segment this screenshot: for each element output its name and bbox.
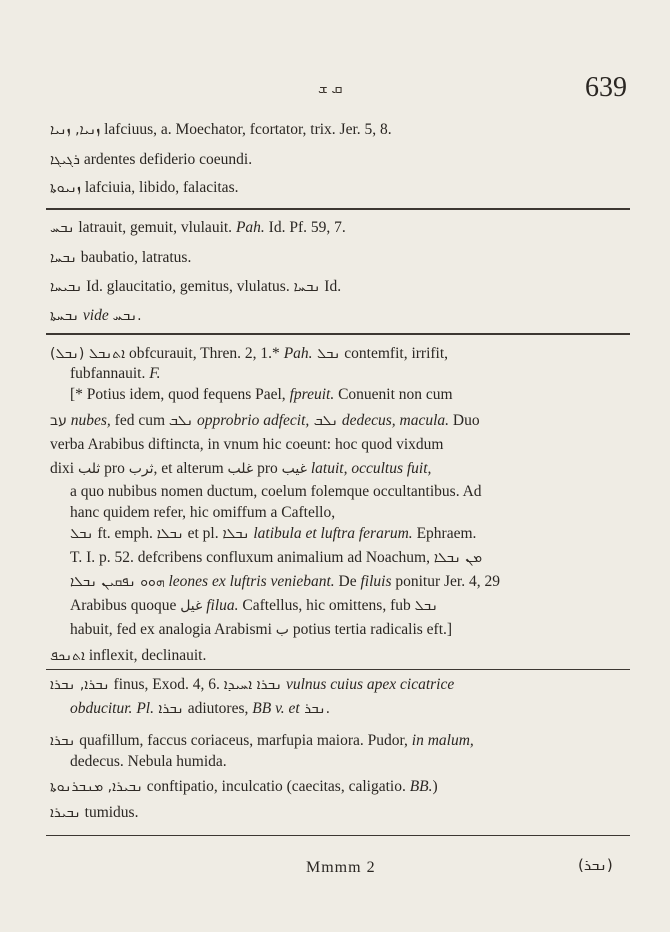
syriac-headword: ܪܓܝܓܐ: [50, 152, 80, 168]
syriac-headword: ܙܢܝܐ, ܙܢܝܐ: [50, 122, 101, 138]
entry-line: ܢܒܪܐ, ܢܒܪܐ finus, Exod. 4, 6. ܢܒܪܐ ܐܚܝܕܐ vulnus cuius apex cicatrice: [50, 676, 455, 693]
note-line: [* Potius idem, quod fequens Pael, fpreuit. Conuenit non cum: [70, 386, 453, 403]
entry-line: [50, 178, 238, 198]
entry-line: [50, 150, 252, 170]
section-rule: [46, 333, 630, 335]
note-line: hanc quidem refer, hic omiffum a Caftello,: [70, 504, 336, 521]
entry-line: fubfannauit. F.: [70, 365, 161, 382]
syriac-headword: (ܢܒܠ) ܐܬܢܒܠ: [50, 346, 126, 362]
note-line: Arabibus quoque غيل filua. Caftellus, hic omittens, fub ܢܒܠ: [70, 597, 439, 614]
entry-line: (ܢܒܠ) ܐܬܢܒܠ obfcurauit, Thren. 2, 1.* Pah. ܢܒܠ contemfit, irrifit,: [50, 345, 449, 362]
syriac-headword: ܢܒܚ: [50, 220, 75, 236]
note-line: עב nubes, fed cum ܢܠܒ opprobrio adfecit, ܢܠܒ dedecus, macula. Duo: [50, 412, 480, 429]
catchword: (ܢܒܪ): [578, 856, 613, 874]
note-line: a quo nubibus nomen ductum, coelum folemque occultantibus. Ad: [70, 483, 482, 500]
entry-line: dedecus. Nebula humida.: [70, 753, 227, 770]
note-line: T. I. p. 52. defcribens confluxum animalium ad Noachum, ܡܢ ܢܒܠܐ: [70, 549, 483, 566]
syriac-headword: ܢܒܪܐ, ܢܒܪܐ: [50, 677, 110, 693]
entry-line: ܢܒܪܐ quafillum, faccus coriaceus, marfupia maiora. Pudor, in malum,: [50, 732, 474, 749]
definition-text: ardentes defiderio coeundi.: [79, 151, 253, 168]
page-number: 639: [585, 72, 627, 103]
entry-line: ܢܒܝܪܐ, ܡܢܒܪܢܘܬܐ conftipatio, inculcatio (caecitas, caligatio. BB.): [50, 778, 438, 795]
syriac-headword: ܙܢܝܘܬܐ: [50, 180, 81, 196]
syriac-headword: ܢܒܪܐ: [50, 733, 76, 749]
definition-text: lafciuus, a. Moechator, fcortator, trix. Jer. 5, 8.: [100, 121, 392, 138]
entry-line: ܢܒܝܪܐ tumidus.: [50, 804, 139, 821]
section-rule: [46, 208, 630, 210]
footer-rule: [46, 835, 630, 836]
syriac-headword: ܢܒܝܚܐ: [50, 279, 83, 295]
entry-line: ܢܒܚ latrauit, gemuit, vlulauit. Pah. Id. Pf. 59, 7.: [50, 219, 346, 236]
syriac-headword: ܐܬܢܟܦ: [50, 648, 85, 664]
note-line: ܢܒܠ ft. emph. ܢܒܠܐ et pl. ܢܒܠܐ latibula et luftra ferarum. Ephraem.: [70, 525, 477, 542]
entry-line: ܢܒܚܬܐ vide ܢܒܚ.: [50, 307, 142, 324]
entry-line: [50, 120, 392, 140]
entry-line: ܢܒܚܐ baubatio, latratus.: [50, 249, 192, 266]
entry-line: ܢܒܝܚܐ Id. glaucitatio, gemitus, vlulatus. ܢܒܚܐ Id.: [50, 278, 342, 295]
note-line: ܗܘܘ ܢܦܩܝܢ ܢܒܠܐ leones ex luftris veniebant. De filuis ponitur Jer. 4, 29: [70, 573, 500, 590]
syriac-headword: ܢܒܝܪܐ, ܡܢܒܪܢܘܬܐ: [50, 779, 143, 795]
syriac-headword: ܢܒܝܪܐ: [50, 805, 81, 821]
syriac-headword: ܢܒܚܐ: [50, 250, 77, 266]
section-rule: [46, 669, 630, 670]
note-line: habuit, fed ex analogia Arabismi ب potius tertia radicalis eft.]: [70, 621, 453, 638]
entry-line: ܐܬܢܟܦ inflexit, declinauit.: [50, 647, 207, 664]
entry-line: obducitur. Pl. ܢܒܪܐ adiutores, BB v. et ܢܒܪ.: [70, 700, 331, 717]
definition-text: lafciuia, libido, falacitas.: [80, 179, 239, 196]
note-line: verba Arabibus diftincta, in vnum hic coeunt: hoc quod vixdum: [50, 436, 444, 453]
running-header: ܩ ܫ: [318, 81, 343, 97]
syriac-headword: ܢܒܚܬܐ: [50, 308, 80, 324]
note-line: dixi ثلب pro ثرب, et alterum غلب pro غيب latuit, occultus fuit,: [50, 460, 432, 477]
signature-mark: Mmmm 2: [306, 859, 376, 876]
